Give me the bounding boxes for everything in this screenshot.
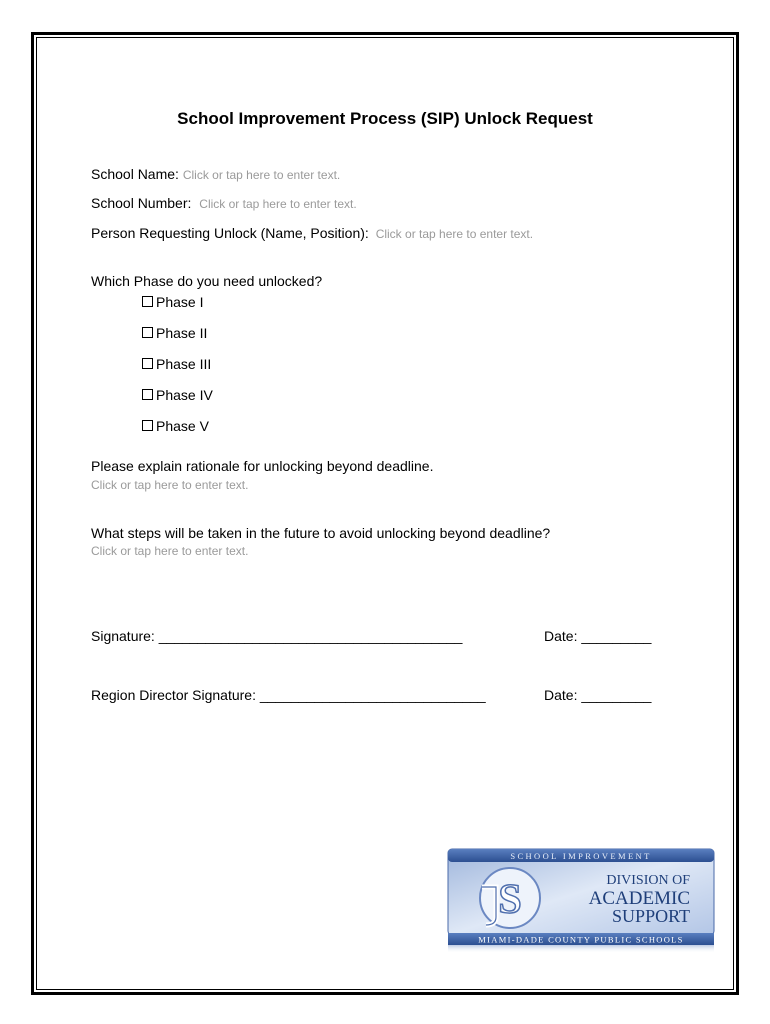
phase-option-5[interactable] — [142, 418, 209, 434]
school-name-label: School Name: — [91, 166, 179, 182]
logo-division-line3: SUPPORT — [612, 906, 690, 926]
checkbox-icon[interactable] — [142, 389, 153, 400]
phase-label: Phase II — [156, 325, 208, 341]
checkbox-icon[interactable] — [142, 420, 153, 431]
school-number-row — [91, 195, 357, 211]
checkbox-icon[interactable] — [142, 327, 153, 338]
region-date-line[interactable]: Date: _________ — [544, 687, 652, 703]
person-requesting-label: Person Requesting Unlock (Name, Position): — [91, 225, 369, 241]
logo-division-line2: ACADEMIC — [588, 888, 690, 909]
rationale-field[interactable]: Click or tap here to enter text. — [91, 478, 249, 492]
phase-label: Phase III — [156, 356, 212, 372]
checkbox-icon[interactable] — [142, 296, 153, 307]
school-number-label: School Number: — [91, 195, 192, 211]
person-requesting-field[interactable]: Click or tap here to enter text. — [375, 227, 534, 241]
checkbox-icon[interactable] — [142, 358, 153, 369]
logo-bottom-text: MIAMI-DADE COUNTY PUBLIC SCHOOLS — [478, 934, 684, 945]
division-of-academic-support-logo — [446, 847, 716, 953]
school-name-row — [91, 166, 340, 182]
future-steps-field[interactable]: Click or tap here to enter text. — [91, 544, 249, 558]
phase-option-2[interactable] — [142, 325, 207, 341]
svg-text:S: S — [498, 877, 522, 923]
school-name-field[interactable]: Click or tap here to enter text. — [182, 168, 341, 182]
school-number-field[interactable]: Click or tap here to enter text. — [199, 197, 357, 211]
phase-option-3[interactable] — [142, 356, 211, 372]
phase-question: Which Phase do you need unlocked? — [91, 273, 323, 289]
form-title: School Improvement Process (SIP) Unlock Request — [177, 109, 593, 128]
person-requesting-row — [91, 225, 533, 241]
logo-division-line1: DIVISION OF — [606, 873, 690, 888]
rationale-question: Please explain rationale for unlocking beyond deadline. — [91, 458, 434, 474]
signature-line[interactable]: Signature: _______________________________________ — [91, 628, 463, 644]
signature-date-line[interactable]: Date: _________ — [544, 628, 652, 644]
future-steps-question: What steps will be taken in the future to avoid unlocking beyond deadline? — [91, 525, 551, 541]
logo-top-text: SCHOOL IMPROVEMENT — [510, 851, 652, 861]
phase-option-4[interactable] — [142, 387, 213, 403]
phase-label: Phase V — [156, 418, 209, 434]
phase-label: Phase IV — [156, 387, 213, 403]
jsd-emblem-icon — [480, 868, 540, 928]
region-director-signature-line[interactable]: Region Director Signature: _____________________________ — [91, 687, 486, 703]
phase-label: Phase I — [156, 294, 204, 310]
phase-option-1[interactable] — [142, 294, 203, 310]
